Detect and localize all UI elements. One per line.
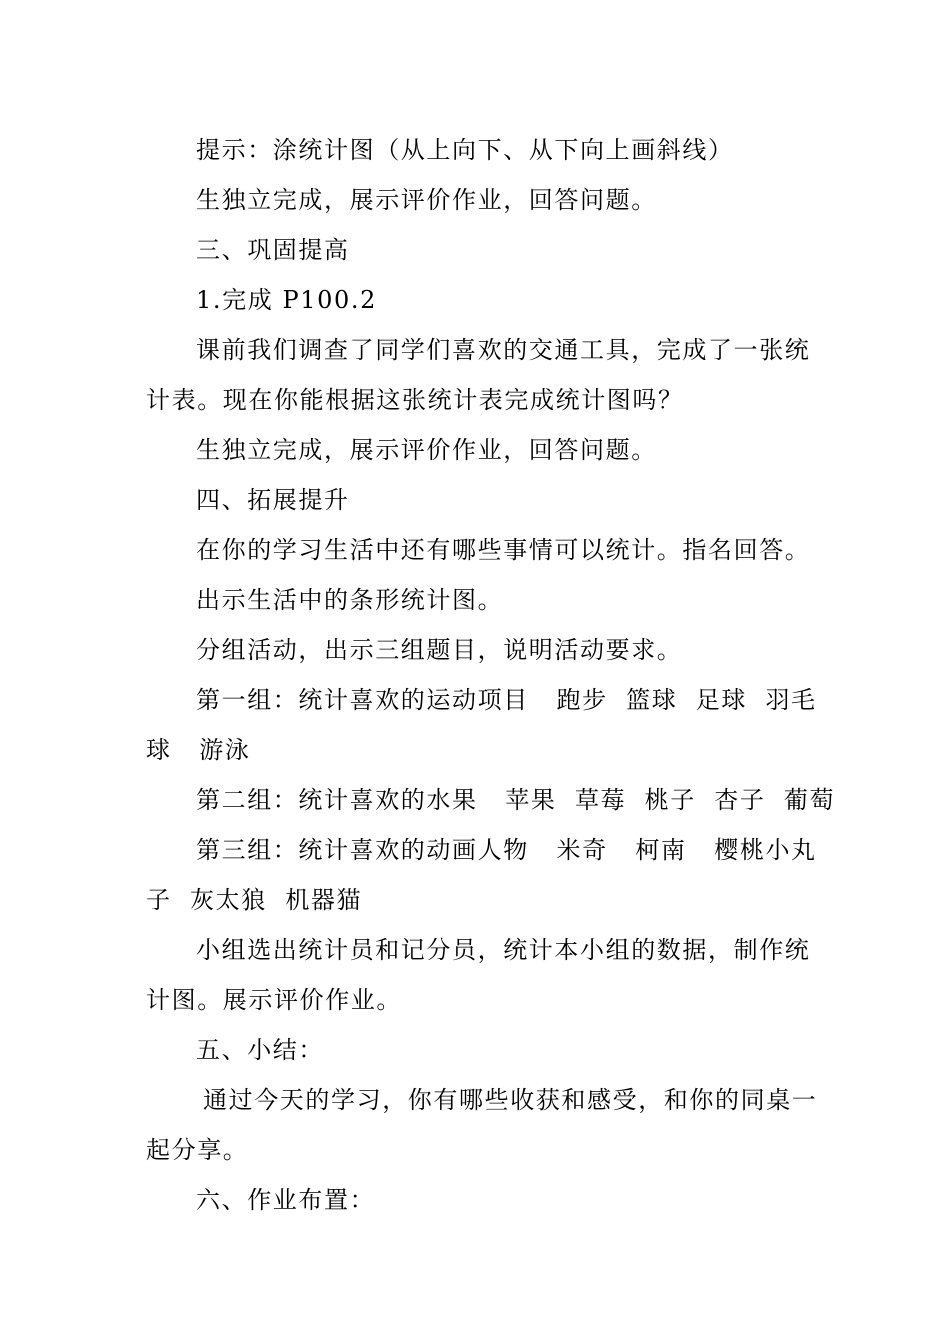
section-heading: 四、拓展提升 (196, 486, 350, 514)
group-line: 子 灰太狼 机器猫 (146, 886, 363, 914)
paragraph-line: 通过今天的学习，你有哪些收获和感受，和你的同桌一 (203, 1086, 818, 1114)
section-heading: 三、巩固提高 (196, 236, 350, 264)
paragraph-line: 计表。现在你能根据这张统计表完成统计图吗？ (146, 386, 684, 414)
group-line: 第一组：统计喜欢的运动项目 跑步 篮球 足球 羽毛 (196, 686, 817, 714)
group-line: 第二组：统计喜欢的水果 苹果 草莓 桃子 杏子 葡萄 (196, 786, 836, 814)
paragraph-line: 在你的学习生活中还有哪些事情可以统计。指名回答。 (196, 536, 811, 564)
paragraph-line: 生独立完成，展示评价作业，回答问题。 (196, 436, 657, 464)
paragraph-line: 计图。展示评价作业。 (146, 986, 402, 1014)
paragraph-line: 起分享。 (146, 1136, 249, 1164)
section-heading: 六、作业布置： (196, 1186, 376, 1214)
paragraph-line: 生独立完成，展示评价作业，回答问题。 (196, 186, 657, 214)
paragraph-line: 出示生活中的条形统计图。 (196, 586, 504, 614)
section-heading: 五、小结： (196, 1036, 324, 1064)
paragraph-line: 课前我们调查了同学们喜欢的交通工具，完成了一张统 (196, 336, 811, 364)
paragraph-line: 分组活动，出示三组题目，说明活动要求。 (196, 636, 683, 664)
hint-line: 提示：涂统计图（从上向下、从下向上画斜线） (196, 136, 734, 164)
paragraph-line: 小组选出统计员和记分员，统计本小组的数据，制作统 (196, 936, 811, 964)
group-line: 第三组：统计喜欢的动画人物 米奇 柯南 樱桃小丸 (196, 836, 817, 864)
exercise-item: 1.完成 P100.2 (196, 286, 377, 314)
group-line: 球 游泳 (146, 736, 251, 764)
